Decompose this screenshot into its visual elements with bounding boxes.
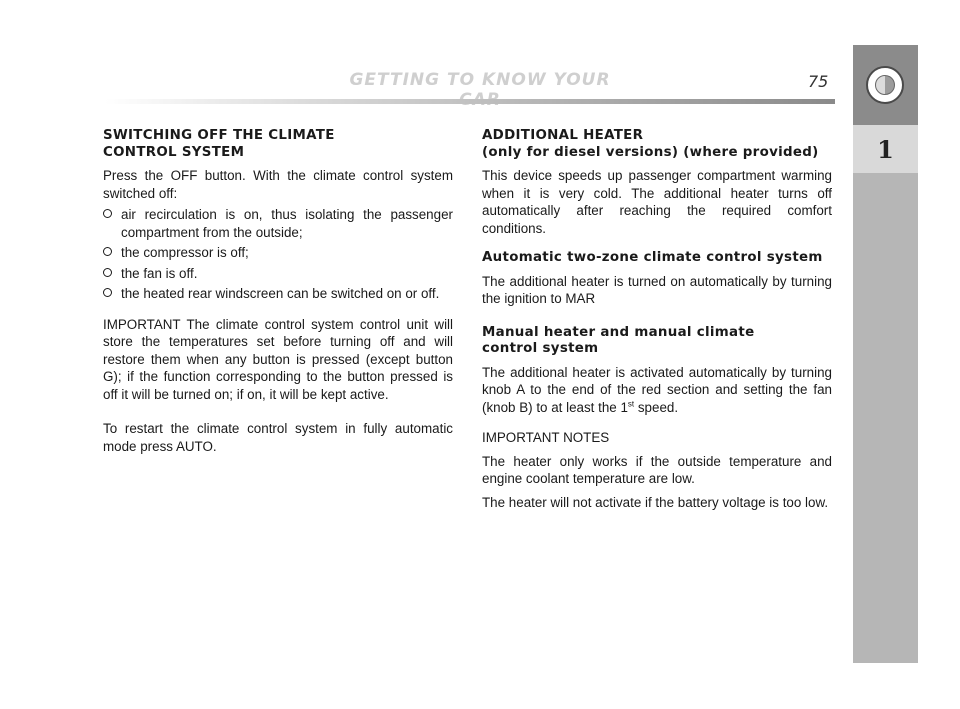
header-rule <box>105 99 835 104</box>
chapter-side-tab <box>853 45 918 663</box>
page-number: 75 <box>808 72 829 91</box>
list-item <box>103 265 453 283</box>
ordinal-suffix: st <box>627 399 635 409</box>
automatic-two-zone-text: The additional heater is turned on automatically by turning the ignition to MAR <box>482 273 832 306</box>
note-outside-temperature: The heater only works if the outside temperature and engine coolant temperature are low. <box>482 453 832 486</box>
restart-paragraph: To restart the climate control system in fully automatic mode press AUTO. <box>103 421 453 454</box>
heading-line: ADDITIONAL HEATER <box>482 128 644 143</box>
switch-off-intro: Press the OFF button. With the climate control system switched off: <box>103 168 453 201</box>
circle-bullet-icon <box>103 247 112 256</box>
list-item-text: air recirculation is on, thus isolating the passenger compartment from the outside; <box>121 207 453 240</box>
list-item <box>103 285 453 303</box>
running-title: GETTING TO KNOW YOUR <box>349 70 611 90</box>
manual-heater-text-end: speed. <box>634 399 679 415</box>
list-item-text: the heated rear windscreen can be switched on or off. <box>121 286 440 301</box>
left-column <box>103 128 453 455</box>
subheading-automatic-two-zone: Automatic two-zone climate control system <box>482 250 823 265</box>
section-heading-additional-heater <box>482 128 832 161</box>
circle-bullet-icon <box>103 288 112 297</box>
heading-line: CONTROL SYSTEM <box>103 144 245 160</box>
heading-line: SWITCHING OFF THE CLIMATE <box>103 128 335 143</box>
list-item <box>103 244 453 262</box>
subheading-manual-heater <box>482 325 832 358</box>
brand-logo-icon <box>866 66 904 104</box>
right-column <box>482 128 832 511</box>
heater-intro: This device speeds up passenger compartment warming when it is very cold. The additional heater turns off automatically after reaching the required comfort conditions. <box>482 168 832 236</box>
section-heading-switching-off <box>103 128 453 161</box>
circle-bullet-icon <box>103 268 112 277</box>
list-item-text: the compressor is off; <box>121 245 249 260</box>
circle-bullet-icon <box>103 209 112 218</box>
logo-box <box>853 45 918 125</box>
list-item <box>103 206 453 241</box>
switch-off-bullet-list <box>103 206 453 303</box>
important-notes-title: IMPORTANT NOTES <box>482 430 610 445</box>
heading-line: control system <box>482 341 599 356</box>
important-paragraph: IMPORTANT The climate control system control unit will store the temperatures set before turning off and will restore them when any button is pressed (except button G); if the function corresponding to the button pressed is off it will be turned on; if on, it will be kept active. <box>103 316 453 402</box>
brand-logo-inner <box>875 75 895 95</box>
list-item-text: the fan is off. <box>121 265 198 281</box>
manual-heater-text-main: The additional heater is activated automatically by turning knob A to the end of the red section and setting the fan (knob B) to at least the 1 <box>482 364 832 415</box>
note-battery-voltage: The heater will not activate if the battery voltage is too low. <box>482 494 829 510</box>
heading-line: Manual heater and manual climate <box>482 324 755 340</box>
chapter-number-tab[interactable]: 1 <box>853 125 918 173</box>
manual-heater-text <box>482 364 832 417</box>
heading-line: (only for diesel versions) (where provided) <box>482 144 819 160</box>
